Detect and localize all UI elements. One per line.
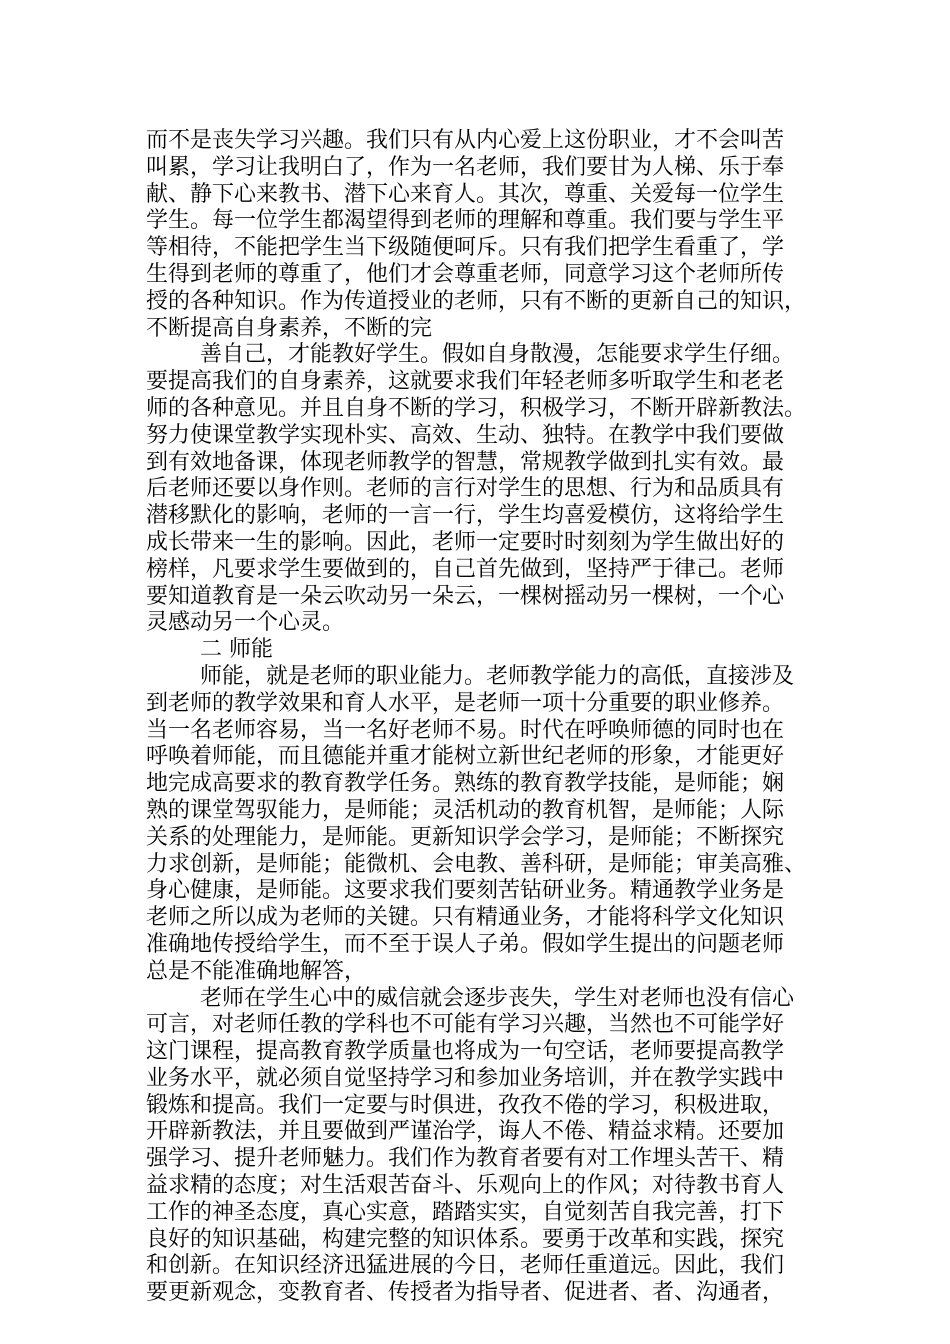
text-line: 老师之所以成为老师的关键。只有精通业务，才能将科学文化知识	[146, 905, 785, 931]
text-line: 良好的知识基础，构建完整的知识体系。要勇于改革和实践，探究	[146, 1226, 785, 1252]
text-line: 到有效地备课，体现老师教学的智慧，常规教学做到扎实有效。最	[146, 449, 785, 475]
text-line: 身心健康，是师能。这要求我们要刻苦钻研业务。精通教学业务是	[146, 878, 785, 904]
text-line: 总是不能准确地解答，	[146, 958, 367, 984]
text-line: 可言，对老师任教的学科也不可能有学习兴趣，当然也不可能学好	[146, 1012, 785, 1038]
text-line: 益求精的态度；对生活艰苦奋斗、乐观向上的作风；对待教书育人	[146, 1173, 785, 1199]
text-line: 准确地传授给学生，而不至于误人子弟。假如学生提出的问题老师	[146, 931, 785, 957]
text-line: 榜样，凡要求学生要做到的，自己首先做到，坚持严于律己。老师	[146, 556, 785, 582]
text-line: 锻炼和提高。我们一定要与时俱进，孜孜不倦的学习，积极进取，	[146, 1092, 785, 1118]
text-line: 后老师还要以身作则。老师的言行对学生的思想、行为和品质具有	[146, 476, 785, 502]
text-line: 献、静下心来教书、潜下心来育人。其次，尊重、关爱每一位学生	[146, 181, 785, 207]
text-line: 呼唤着师能，而且德能并重才能树立新世纪老师的形象，才能更好	[146, 744, 785, 770]
text-line: 努力使课堂教学实现朴实、高效、生动、独特。在教学中我们要做	[146, 422, 785, 448]
document-body	[146, 128, 822, 1307]
text-line: 到老师的教学效果和育人水平，是老师一项十分重要的职业修养。	[146, 690, 785, 716]
text-line: 要提高我们的自身素养，这就要求我们年轻老师多听取学生和老老	[146, 369, 785, 395]
text-line: 师的各种意见。并且自身不断的学习，积极学习，不断开辟新教法。	[146, 395, 807, 421]
text-line: 灵感动另一个心灵。	[146, 610, 345, 636]
text-line: 生得到老师的尊重了，他们才会尊重老师，同意学习这个老师所传	[146, 261, 785, 287]
text-line: 熟的课堂驾驭能力，是师能；灵活机动的教育机智，是师能；人际	[146, 797, 785, 823]
text-line: 要知道教育是一朵云吹动另一朵云，一棵树摇动另一棵树，一个心	[146, 583, 785, 609]
text-line: 授的各种知识。作为传道授业的老师，只有不断的更新自己的知识，	[146, 288, 807, 314]
text-line: 老师在学生心中的威信就会逐步丧失，学生对老师也没有信心	[200, 985, 795, 1011]
text-line: 等相待，不能把学生当下级随便呵斥。只有我们把学生看重了，学	[146, 235, 785, 261]
text-line: 叫累，学习让我明白了，作为一名老师，我们要甘为人梯、乐于奉	[146, 154, 785, 180]
text-line: 强学习、提升老师魅力。我们作为教育者要有对工作埋头苦干、精	[146, 1146, 785, 1172]
text-line: 业务水平，就必须自觉坚持学习和参加业务培训，并在教学实践中	[146, 1065, 785, 1091]
text-line: 开辟新教法，并且要做到严谨治学，诲人不倦、精益求精。还要加	[146, 1119, 785, 1145]
text-line: 成长带来一生的影响。因此，老师一定要时时刻刻为学生做出好的	[146, 529, 785, 555]
section-heading: 二 师能	[200, 637, 273, 663]
text-line: 力求创新，是师能；能微机、会电教、善科研，是师能；审美高雅、	[146, 851, 807, 877]
text-line: 工作的神圣态度，真心实意，踏踏实实，自觉刻苦自我完善，打下	[146, 1199, 785, 1225]
text-line: 地完成高要求的教育教学任务。熟练的教育教学技能，是师能；娴	[146, 771, 785, 797]
text-line: 学生。每一位学生都渴望得到老师的理解和尊重。我们要与学生平	[146, 208, 785, 234]
text-line: 关系的处理能力，是师能。更新知识学会学习，是师能；不断探究	[146, 824, 785, 850]
text-line: 和创新。在知识经济迅猛进展的今日，老师任重道远。因此，我们	[146, 1253, 785, 1279]
text-line: 这门课程，提高教育教学质量也将成为一句空话，老师要提高教学	[146, 1039, 785, 1065]
text-line: 潜移默化的影响，老师的一言一行，学生均喜爱模仿，这将给学生	[146, 503, 785, 529]
text-line: 善自己，才能教好学生。假如自身散漫，怎能要求学生仔细。	[200, 342, 795, 368]
text-line: 师能，就是老师的职业能力。老师教学能力的高低，直接涉及	[200, 663, 795, 689]
text-line: 不断提高自身素养，不断的完	[146, 315, 433, 341]
text-line: 当一名老师容易，当一名好老师不易。时代在呼唤师德的同时也在	[146, 717, 785, 743]
text-line: 而不是丧失学习兴趣。我们只有从内心爱上这份职业，才不会叫苦	[146, 128, 785, 153]
text-line: 要更新观念，变教育者、传授者为指导者、促进者、者、沟通者，	[146, 1280, 785, 1306]
